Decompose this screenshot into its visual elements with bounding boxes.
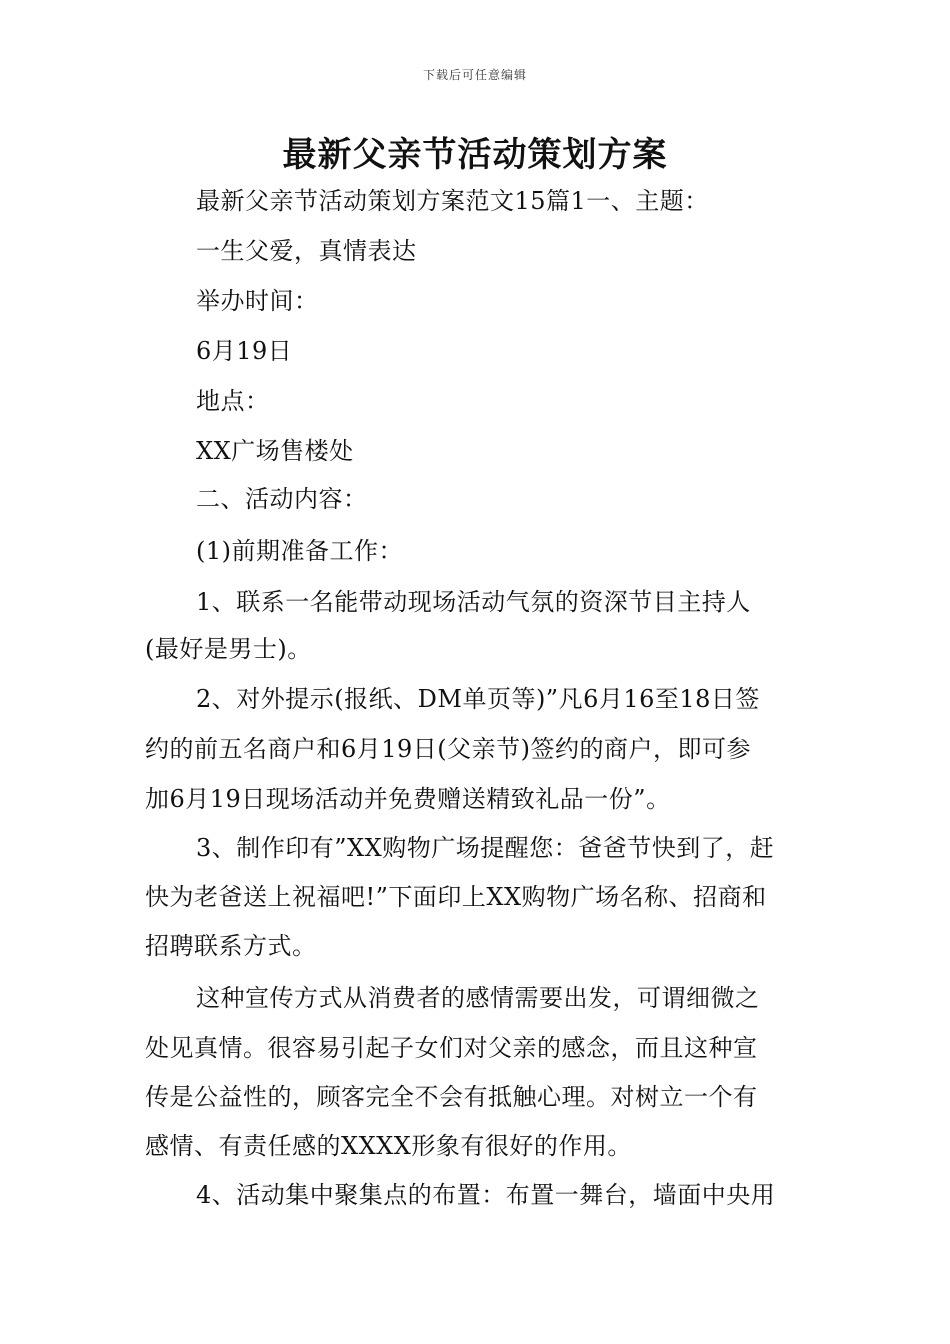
list-item-1-line-1: 1、联系一名能带动现场活动气氛的资深节目主持人: [196, 588, 751, 616]
list-item-3-line-1: 3、制作印有”XX购物广场提醒您：爸爸节快到了，赶: [196, 834, 775, 862]
paragraph-line-date: 6月19日: [196, 337, 293, 365]
list-item-2-line-3: 加6月19日现场活动并免费赠送精致礼品一份”。: [145, 785, 671, 813]
paragraph-line-time-label: 举办时间：: [196, 287, 319, 315]
paragraph-promo-line-2: 处见真情。很容易引起子女们对父亲的感念，而且这种宣: [145, 1034, 758, 1062]
paragraph-line-intro: 最新父亲节活动策划方案范文15篇1一、主题：: [196, 187, 709, 215]
paragraph-line-location-label: 地点：: [196, 387, 270, 415]
list-item-3-line-3: 招聘联系方式。: [145, 932, 317, 960]
section-heading-content: 二、活动内容：: [196, 485, 368, 513]
list-item-1-line-2: (最好是男士)。: [145, 635, 312, 663]
paragraph-line-location: XX广场售楼处: [196, 437, 354, 465]
paragraph-promo-line-3: 传是公益性的，顾客完全不会有抵触心理。对树立一个有: [145, 1083, 758, 1111]
list-item-4-line-1: 4、活动集中聚集点的布置：布置一舞台，墙面中央用: [196, 1181, 776, 1209]
header-note: 下载后可任意编辑: [422, 68, 527, 82]
document-title: 最新父亲节活动策划方案: [282, 135, 668, 175]
paragraph-promo-line-4: 感情、有责任感的XXXX形象有很好的作用。: [145, 1132, 632, 1160]
list-item-3-line-2: 快为老爸送上祝福吧!”下面印上XX购物广场名称、招商和: [145, 883, 767, 911]
paragraph-line-theme: 一生父爱，真情表达: [196, 237, 417, 265]
list-item-2-line-1: 2、对外提示(报纸、DM单页等)”凡6月16至18日签: [196, 685, 760, 713]
paragraph-promo-line-1: 这种宣传方式从消费者的感情需要出发，可谓细微之: [196, 984, 760, 1012]
section-heading-preparation: (1)前期准备工作：: [196, 537, 403, 565]
list-item-2-line-2: 约的前五名商户和6月19日(父亲节)签约的商户，即可参: [145, 735, 752, 763]
